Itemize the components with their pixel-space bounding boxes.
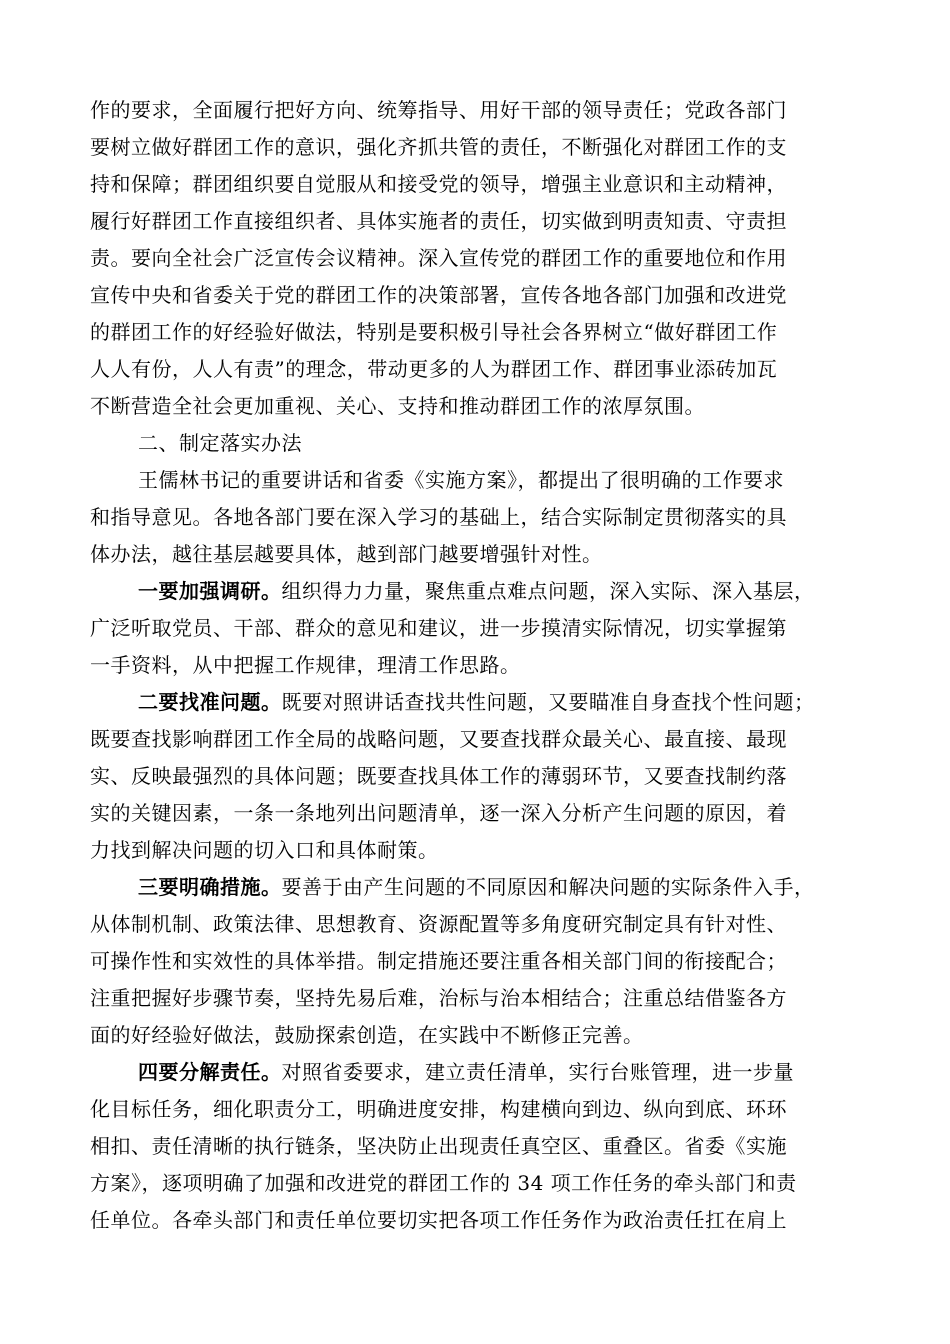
text-line: 实的关键因素，一条一条地列出问题清单，逐一深入分析产生问题的原因，着 — [90, 801, 787, 825]
text-line: 面的好经验好做法，鼓励探索创造，在实践中不断修正完善。 — [90, 1023, 644, 1047]
text-line: 可操作性和实效性的具体举措。制定措施还要注重各相关部门间的衔接配合； — [90, 949, 787, 973]
paragraph-lead: 四要分解责任。 — [138, 1060, 282, 1084]
text-line: 从体制机制、政策法律、思想教育、资源配置等多角度研究制定具有针对性、 — [90, 912, 787, 936]
text-line: 任单位。各牵头部门和责任单位要切实把各项工作任务作为政治责任扛在肩上 — [90, 1208, 787, 1232]
section-heading: 二、制定落实办法 — [138, 431, 302, 455]
paragraph-lead: 二要找准问题。 — [138, 690, 282, 714]
text-line: 王儒林书记的重要讲话和省委《实施方案》，都提出了很明确的工作要求 — [138, 468, 784, 492]
paragraph-research — [90, 573, 870, 684]
text-run: 既要对照讲话查找共性问题，又要瞄准自身查找个性问题； — [281, 690, 815, 714]
text-line — [90, 684, 870, 721]
text-line: 不断营造全社会更加重视、关心、支持和推动群团工作的浓厚氛围。 — [90, 394, 705, 418]
text-line: 既要查找影响群团工作全局的战略问题，又要查找群众最关心、最直接、最现 — [90, 727, 787, 751]
text-line — [90, 869, 870, 906]
text-line — [90, 1054, 870, 1091]
text-run: 对照省委要求，建立责任清单，实行台账管理，进一步量 — [281, 1060, 794, 1084]
text-line: 化目标任务，细化职责分工，明确进度安排，构建横向到边、纵向到底、环环 — [90, 1097, 787, 1121]
text-line: 实、反映最强烈的具体问题；既要查找具体工作的薄弱环节，又要查找制约落 — [90, 764, 787, 788]
text-line: 要树立做好群团工作的意识，强化齐抓共管的责任，不断强化对群团工作的支 — [90, 135, 787, 159]
paragraph-lead: 三要明确措施。 — [138, 875, 282, 899]
text-line: 一手资料，从中把握工作规律，理清工作思路。 — [90, 653, 521, 677]
paragraph-intro — [90, 462, 870, 573]
text-line: 持和保障；群团组织要自觉服从和接受党的领导，增强主业意识和主动精神， — [90, 172, 787, 196]
paragraph-problems — [90, 684, 870, 869]
text-line: 相扣、责任清晰的执行链条，坚决防止出现责任真空区、重叠区。省委《实施 — [90, 1134, 787, 1158]
document-page — [90, 92, 870, 1239]
paragraph-lead: 一要加强调研。 — [138, 579, 282, 603]
paragraph-continuation — [90, 92, 870, 425]
text-line: 宣传中央和省委关于党的群团工作的决策部署，宣传各地各部门加强和改进党 — [90, 283, 787, 307]
text-line: 责。要向全社会广泛宣传会议精神。深入宣传党的群团工作的重要地位和作用 — [90, 246, 787, 270]
text-line: 注重把握好步骤节奏，坚持先易后难，治标与治本相结合；注重总结借鉴各方 — [90, 986, 787, 1010]
paragraph-responsibility — [90, 1054, 870, 1239]
text-line: 的群团工作的好经验好做法，特别是要积极引导社会各界树立“做好群团工作 — [90, 320, 778, 344]
paragraph-measures — [90, 869, 870, 1054]
text-line: 方案》，逐项明确了加强和改进党的群团工作的 34 项工作任务的牵头部门和责 — [90, 1171, 797, 1195]
text-line: 作的要求，全面履行把好方向、统筹指导、用好干部的领导责任；党政各部门 — [90, 98, 787, 122]
text-run: 要善于由产生问题的不同原因和解决问题的实际条件入手， — [281, 875, 815, 899]
text-line — [90, 573, 870, 610]
text-line: 履行好群团工作直接组织者、具体实施者的责任，切实做到明责知责、守责担 — [90, 209, 787, 233]
text-run: 组织得力力量，聚焦重点难点问题，深入实际、深入基层， — [281, 579, 815, 603]
text-line: 力找到解决问题的切入口和具体耐策。 — [90, 838, 439, 862]
text-line: 体办法，越往基层越要具体，越到部门越要增强针对性。 — [90, 542, 603, 566]
text-line: 和指导意见。各地各部门要在深入学习的基础上，结合实际制定贯彻落实的具 — [90, 505, 787, 529]
text-line: 广泛听取党员、干部、群众的意见和建议，进一步摸清实际情况，切实掌握第 — [90, 616, 787, 640]
text-line: 人人有份，人人有责”的理念，带动更多的人为群团工作、群团事业添砖加瓦 — [90, 357, 778, 381]
